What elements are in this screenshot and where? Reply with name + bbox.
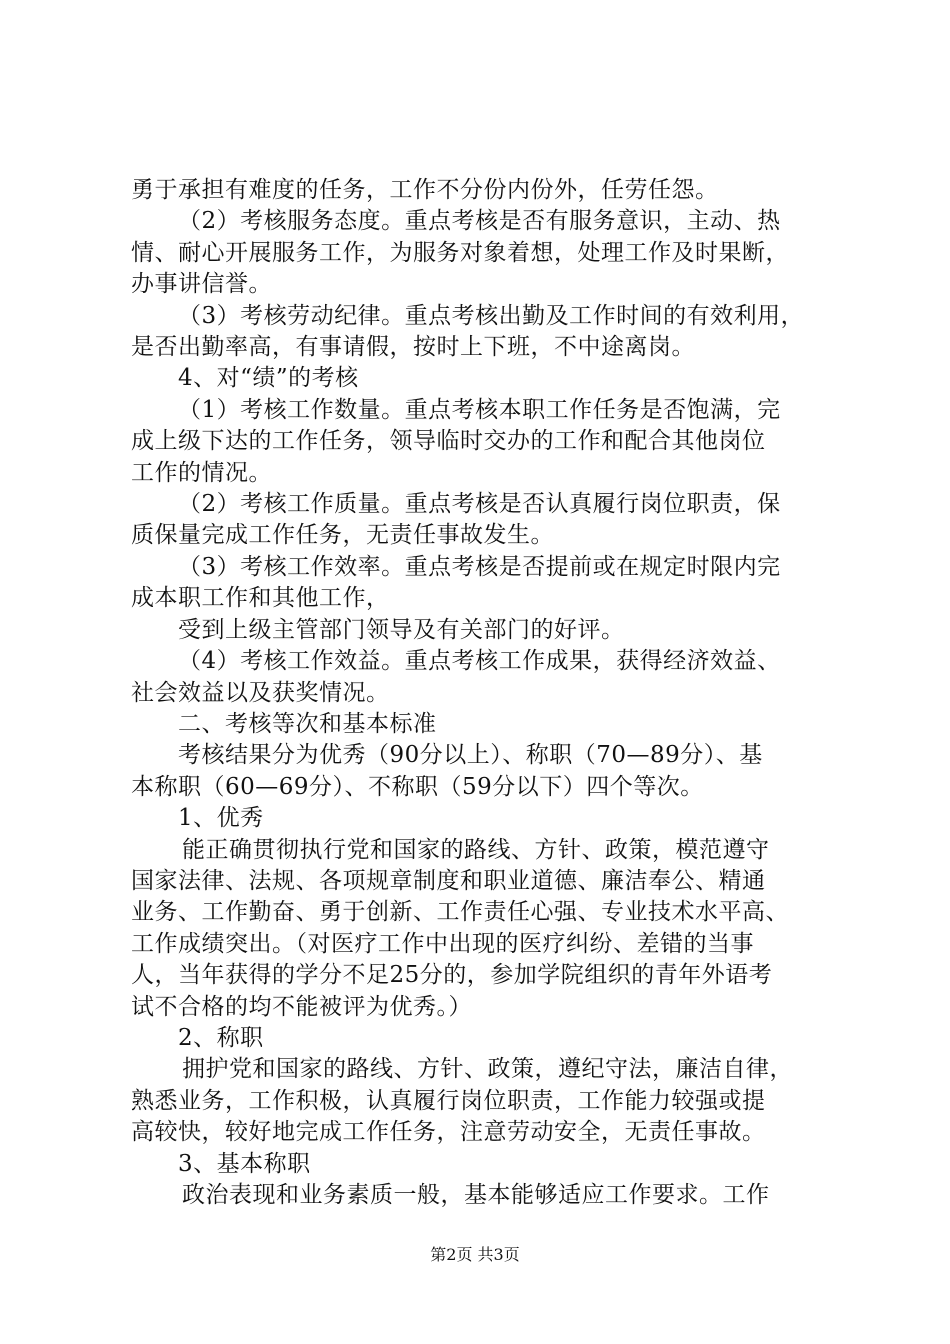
text-line: 政治表现和业务素质一般，基本能够适应工作要求。工作 [182,1182,770,1208]
section-heading: 1、优秀 [178,805,264,831]
text-line: 业务、工作勤奋、勇于创新、工作责任心强、专业技术水平高、 [131,899,789,925]
section-heading: 4、对“绩”的考核 [178,365,359,391]
text-line: 是否出勤率高，有事请假，按时上下班，不中途离岗。 [131,334,695,360]
text-line: 社会效益以及获奖情况。 [131,680,390,706]
text-line: 拥护党和国家的路线、方针、政策，遵纪守法，廉洁自律， [182,1056,793,1082]
text-line: 本称职（60—69分）、不称职（59分以下）四个等次。 [131,774,704,800]
page-number-footer: 第2页 共3页 [430,1245,520,1264]
section-heading: 3、基本称职 [178,1151,311,1177]
text-line: （3）考核劳动纪律。重点考核出勤及工作时间的有效利用， [178,303,805,329]
text-line: 勇于承担有难度的任务，工作不分份内份外，任劳任怨。 [131,177,719,203]
text-line: 工作成绩突出。（对医疗工作中出现的医疗纠纷、差错的当事 [131,931,754,957]
text-line: 情、耐心开展服务工作，为服务对象着想，处理工作及时果断， [131,240,789,266]
text-line: 质保量完成工作任务，无责任事故发生。 [131,522,554,548]
text-line: 高较快，较好地完成工作任务，注意劳动安全，无责任事故。 [131,1119,766,1145]
text-line: （4）考核工作效益。重点考核工作成果，获得经济效益、 [178,648,781,674]
section-heading: 2、称职 [178,1025,264,1051]
text-line: 试不合格的均不能被评为优秀。） [131,994,472,1020]
text-line: （2）考核工作质量。重点考核是否认真履行岗位职责，保 [178,491,781,517]
text-line: （3）考核工作效率。重点考核是否提前或在规定时限内完 [178,554,781,580]
text-line: 办事讲信誉。 [131,271,272,297]
text-line: 受到上级主管部门领导及有关部门的好评。 [178,617,625,643]
section-heading: 二、考核等次和基本标准 [178,711,437,737]
text-line: 熟悉业务，工作积极，认真履行岗位职责，工作能力较强或提 [131,1088,766,1114]
text-line: （2）考核服务态度。重点考核是否有服务意识，主动、热 [178,208,781,234]
text-line: 人，当年获得的学分不足25分的，参加学院组织的青年外语考 [131,962,773,988]
text-line: 成上级下达的工作任务，领导临时交办的工作和配合其他岗位 [131,428,766,454]
text-line: 成本职工作和其他工作， [131,585,390,611]
text-line: 考核结果分为优秀（90分以上）、称职（70—89分）、基 [178,742,763,768]
text-line: 能正确贯彻执行党和国家的路线、方针、政策，模范遵守 [182,837,770,863]
text-line: 国家法律、法规、各项规章制度和职业道德、廉洁奉公、精通 [131,868,766,894]
text-line: 工作的情况。 [131,460,272,486]
text-line: （1）考核工作数量。重点考核本职工作任务是否饱满，完 [178,397,781,423]
